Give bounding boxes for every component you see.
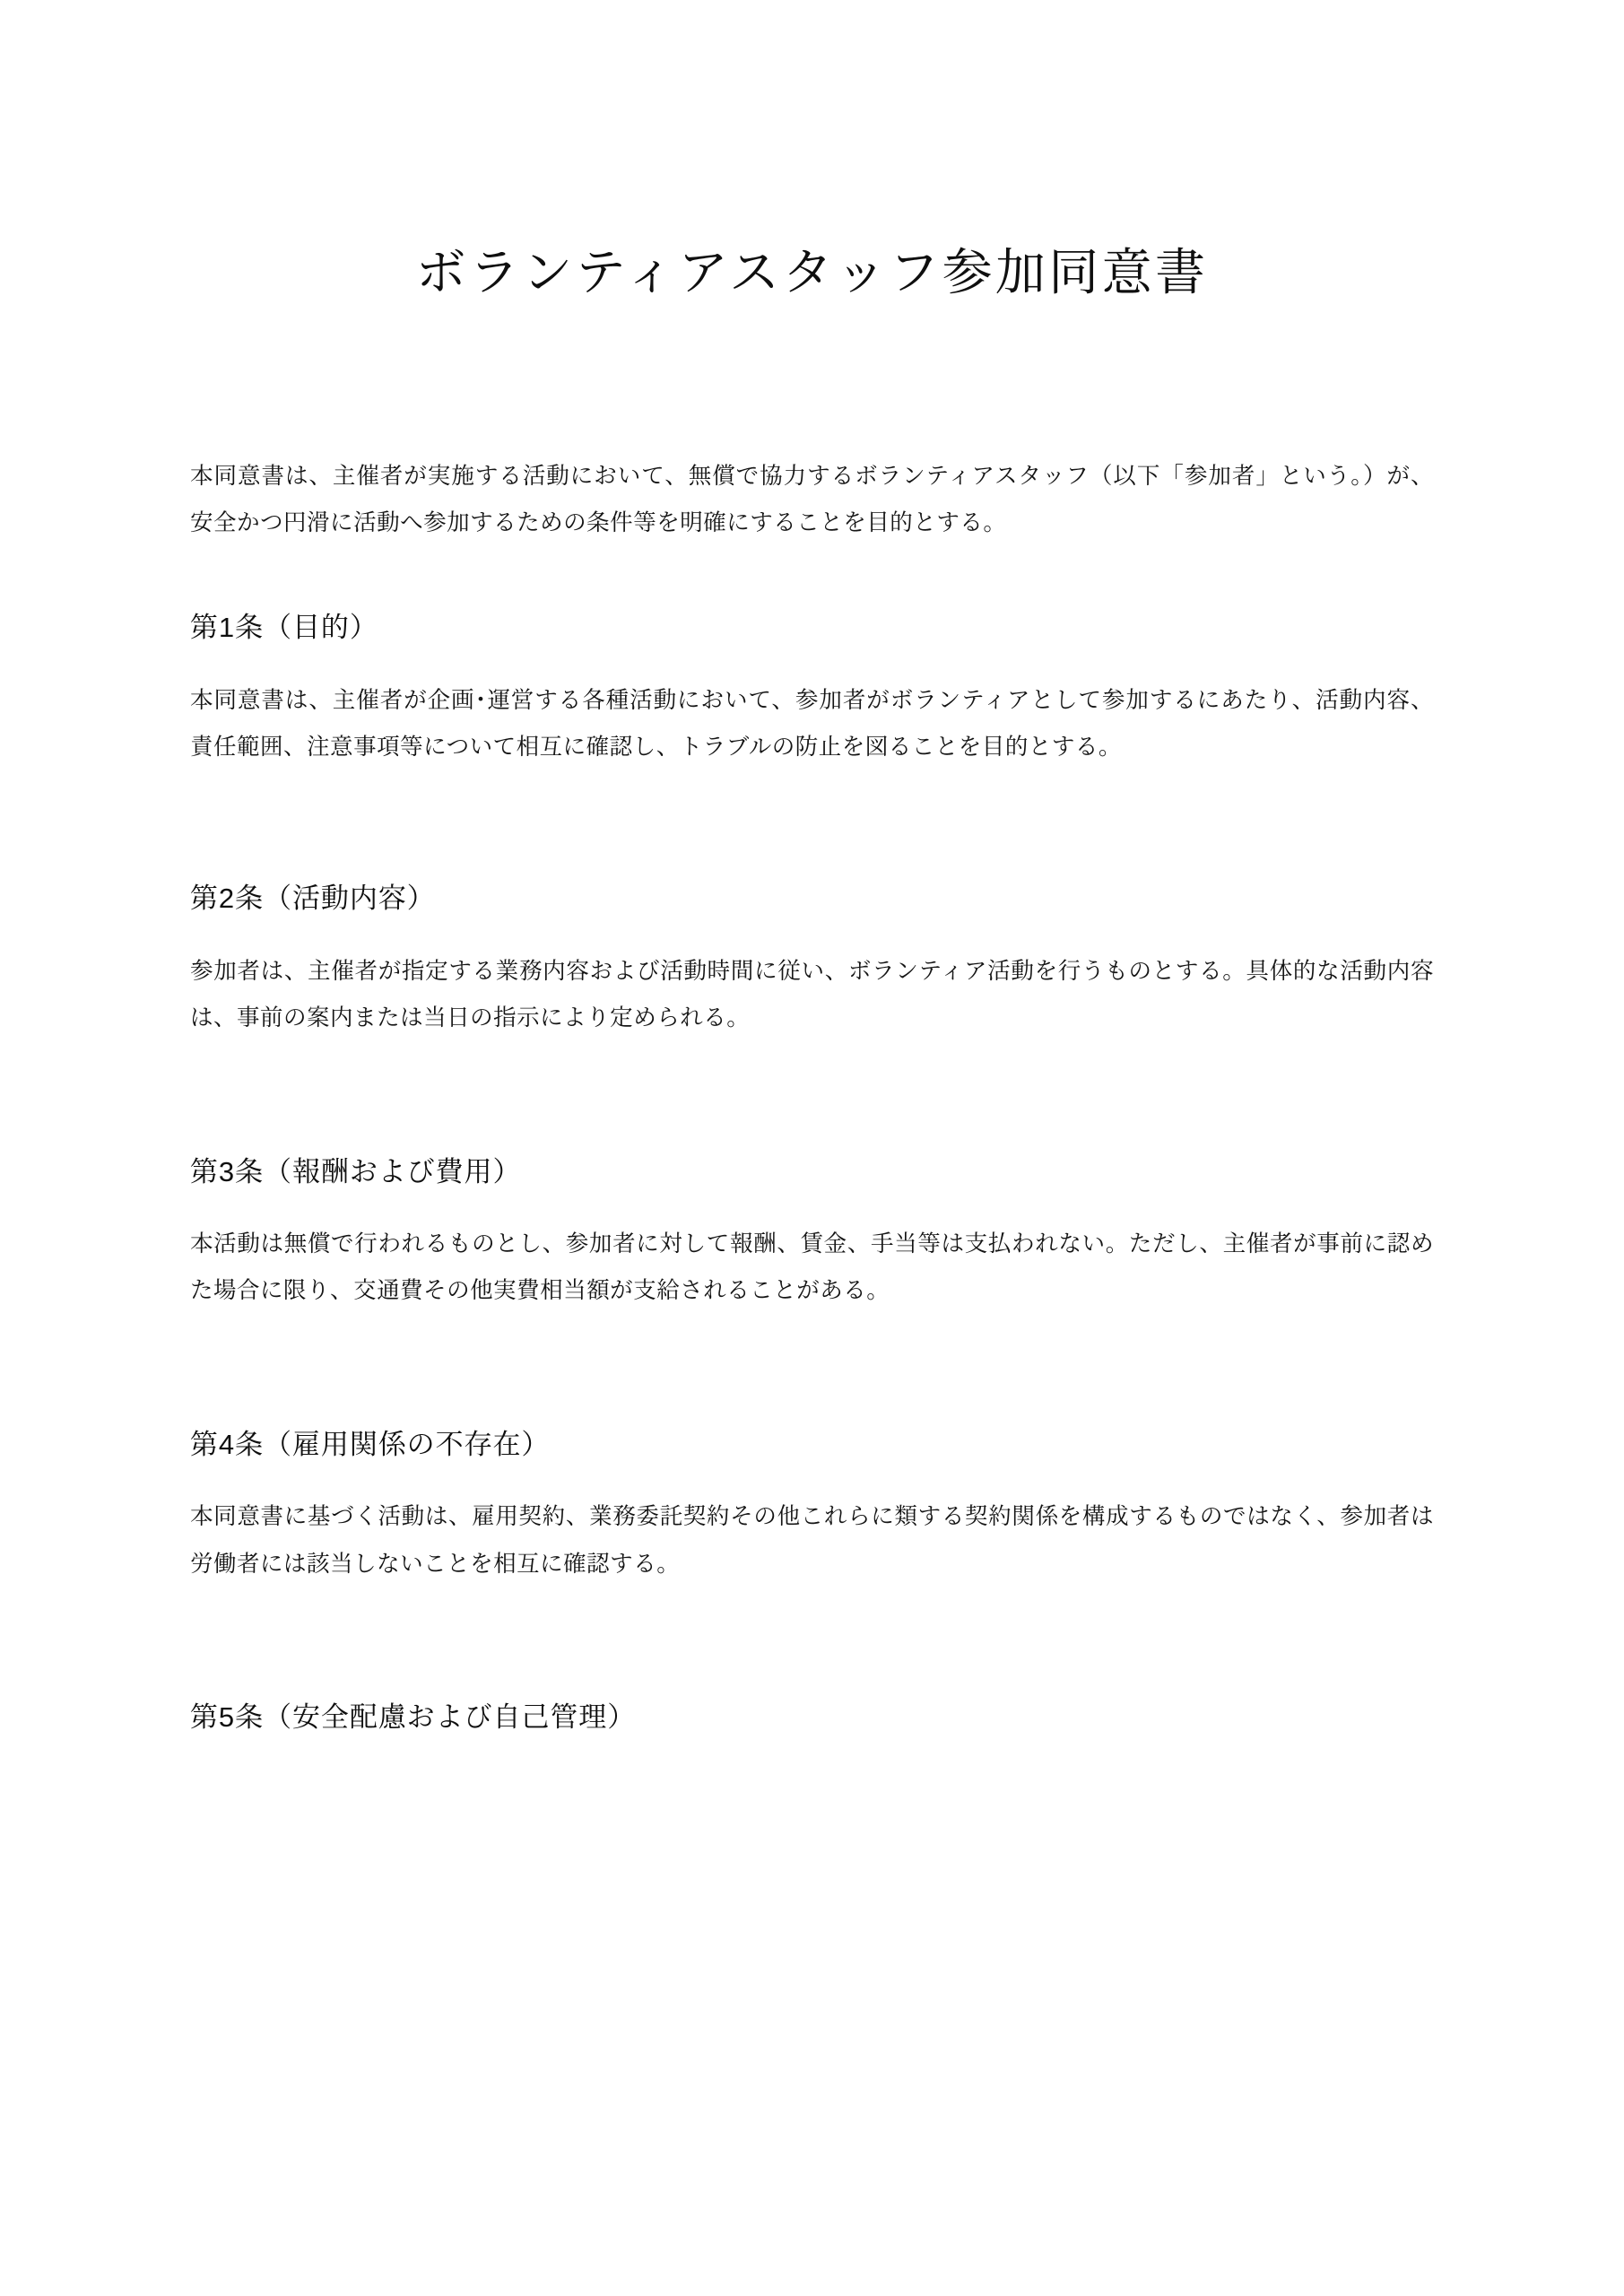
article-1-heading: 第1条（目的） — [190, 612, 378, 644]
article-1 — [190, 546, 1434, 770]
article-3 — [190, 1042, 1434, 1315]
page-title: ボランティアスタッフ参加同意書 — [415, 244, 1209, 300]
article-1-body: 本同意書は、主催者が企画･運営する各種活動において、参加者がボランティアとして参加するにあたり、活動内容、責任範囲、注意事項等について相互に確認し、トラブルの防止を図ることを目的とする。 — [190, 687, 1434, 761]
article-3-heading: 第3条（報酬および費用） — [190, 1155, 522, 1187]
article-2-heading: 第2条（活動内容） — [190, 883, 436, 915]
article-3-body: 本活動は無償で行われるものとし、参加者に対して報酬、賃金、手当等は支払われない。ただし、主催者が事前に認めた場合に限り、交通費その他実費相当額が支給されることがある。 — [190, 1231, 1434, 1304]
article-4-body: 本同意書に基づく活動は、雇用契約、業務委託契約その他これらに類する契約関係を構成するものではなく、参加者は労働者には該当しないことを相互に確認する。 — [190, 1504, 1434, 1577]
article-5 — [190, 1587, 1434, 1740]
article-2-body: 参加者は、主催者が指定する業務内容および活動時間に従い、ボランティア活動を行うものとする。具体的な活動内容は、事前の案内または当日の指示により定められる。 — [190, 959, 1434, 1031]
article-4 — [190, 1315, 1434, 1587]
article-2 — [190, 770, 1434, 1041]
document-intro-paragraph: 本同意書は、主催者が実施する活動において、無償で協力するボランティアスタッフ（以下「参加者」という。）が、安全かつ円滑に活動へ参加するための条件等を明確にすることを目的とする。 — [190, 463, 1434, 536]
article-4-heading: 第4条（雇用関係の不存在） — [190, 1428, 551, 1460]
article-5-heading: 第5条（安全配慮および自己管理） — [190, 1700, 637, 1733]
